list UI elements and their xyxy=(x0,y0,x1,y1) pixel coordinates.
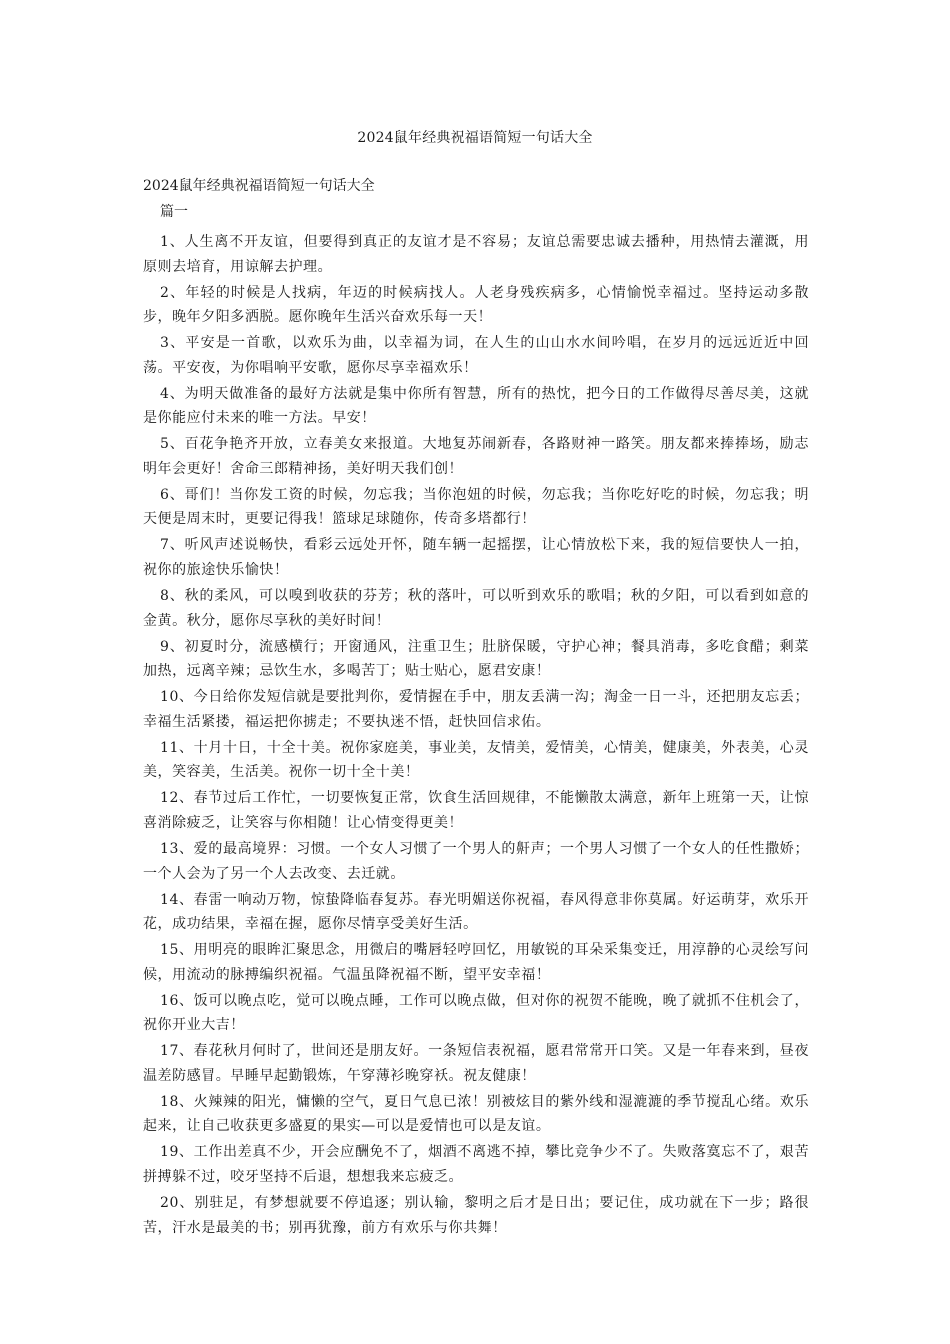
paragraph: 17、春花秋月何时了，世间还是朋友好。一条短信表祝福，愿君常常开口笑。又是一年春来到，昼夜温差防感冒。早睡早起勤锻炼，午穿薄衫晚穿袄。祝友健康！ xyxy=(143,1043,809,1084)
paragraph: 5、百花争艳齐开放，立春美女来报道。大地复苏闹新春，各路财神一路笑。朋友都来捧捧场，励志明年会更好！舍命三郎精神扬，美好明天我们创！ xyxy=(143,436,809,477)
paragraph: 8、秋的柔风，可以嗅到收获的芬芳；秋的落叶，可以听到欢乐的歌唱；秋的夕阳，可以看到如意的金黄。秋分，愿你尽享秋的美好时间！ xyxy=(143,588,809,629)
paragraph: 2、年轻的时候是人找病，年迈的时候病找人。人老身残疾病多，心情愉悦幸福过。坚持运动多散步，晚年夕阳多洒脱。愿你晚年生活兴奋欢乐每一天！ xyxy=(143,284,809,326)
paragraph: 18、火辣辣的阳光，慵懒的空气，夏日气息已浓！别被炫目的紫外线和湿漉漉的季节搅乱心绪。欢乐起来，让自己收获更多盛夏的果实—可以是爱情也可以是友谊。 xyxy=(143,1093,809,1135)
document-subtitle: 2024鼠年经典祝福语简短一句话大全 xyxy=(143,178,375,194)
section-heading: 篇一 xyxy=(160,204,188,220)
paragraph: 7、听风声述说畅快，看彩云远处开怀，随车辆一起摇摆，让心情放松下来，我的短信要快人一拍，祝你的旅途快乐愉快！ xyxy=(143,537,809,579)
paragraph: 16、饭可以晚点吃，觉可以晚点睡，工作可以晚点做，但对你的祝贺不能晚，晚了就抓不住机会了，祝你开业大吉！ xyxy=(143,992,809,1034)
paragraph: 1、人生离不开友谊，但要得到真正的友谊才是不容易；友谊总需要忠诚去播种，用热情去灌溉，用原则去培育，用谅解去护理。 xyxy=(143,234,809,275)
paragraph: 10、今日给你发短信就是要批判你，爱情握在手中，朋友丢满一沟；淘金一日一斗，还把朋友忘丢；幸福生活紧搂，福运把你掳走；不要执迷不悟，赶快回信求佑。 xyxy=(143,689,809,730)
document-body xyxy=(143,176,809,1242)
paragraph: 9、初夏时分，流感横行；开窗通风，注重卫生；肚脐保暖，守护心神；餐具消毒，多吃食醋；剩菜加热，远离辛辣；忌饮生水，多喝苦丁；贴士贴心，愿君安康！ xyxy=(143,638,809,680)
paragraph: 14、春雷一响动万物，惊蛰降临春复苏。春光明媚送你祝福，春风得意非你莫属。好运萌芽，欢乐开花，成功结果，幸福在握，愿你尽情享受美好生活。 xyxy=(143,891,809,933)
paragraph: 6、哥们！当你发工资的时候，勿忘我；当你泡妞的时候，勿忘我；当你吃好吃的时候，勿忘我；明天便是周末时，更要记得我！篮球足球随你，传奇多塔都行！ xyxy=(143,486,809,528)
paragraph: 11、十月十日，十全十美。祝你家庭美，事业美，友情美，爱情美，心情美，健康美，外表美，心灵美，笑容美，生活美。祝你一切十全十美！ xyxy=(143,739,809,781)
paragraph: 12、春节过后工作忙，一切要恢复正常，饮食生活回规律，不能懒散太满意，新年上班第一天，让惊喜消除疲乏，让笑容与你相随！让心情变得更美！ xyxy=(143,790,809,831)
paragraph: 19、工作出差真不少，开会应酬免不了，烟酒不离逃不掉，攀比竞争少不了。失败落寞忘不了，艰苦拼搏躲不过，咬牙坚持不后退，想想我来忘疲乏。 xyxy=(143,1144,809,1185)
paragraph: 13、爱的最高境界：习惯。一个女人习惯了一个男人的鼾声；一个男人习惯了一个女人的任性撒娇；一个人会为了另一个人去改变、去迁就。 xyxy=(143,840,809,882)
paragraph: 3、平安是一首歌，以欢乐为曲，以幸福为词，在人生的山山水水间吟唱，在岁月的远远近近中回荡。平安夜，为你唱响平安歌，愿你尽享幸福欢乐！ xyxy=(143,335,809,376)
paragraph: 20、别驻足，有梦想就要不停追逐；别认输，黎明之后才是日出；要记住，成功就在下一步；路很苦，汗水是最美的书；别再犹豫，前方有欢乐与你共舞！ xyxy=(143,1194,809,1236)
paragraph: 4、为明天做准备的最好方法就是集中你所有智慧，所有的热忱，把今日的工作做得尽善尽美，这就是你能应付未来的唯一方法。早安！ xyxy=(143,385,809,427)
document-title: 2024鼠年经典祝福语简短一句话大全 xyxy=(357,130,593,146)
paragraph: 15、用明亮的眼眸汇聚思念，用微启的嘴唇轻哼回忆，用敏锐的耳朵采集变迁，用淳静的心灵绘写问候，用流动的脉搏编织祝福。气温虽降祝福不断，望平安幸福！ xyxy=(143,942,809,983)
